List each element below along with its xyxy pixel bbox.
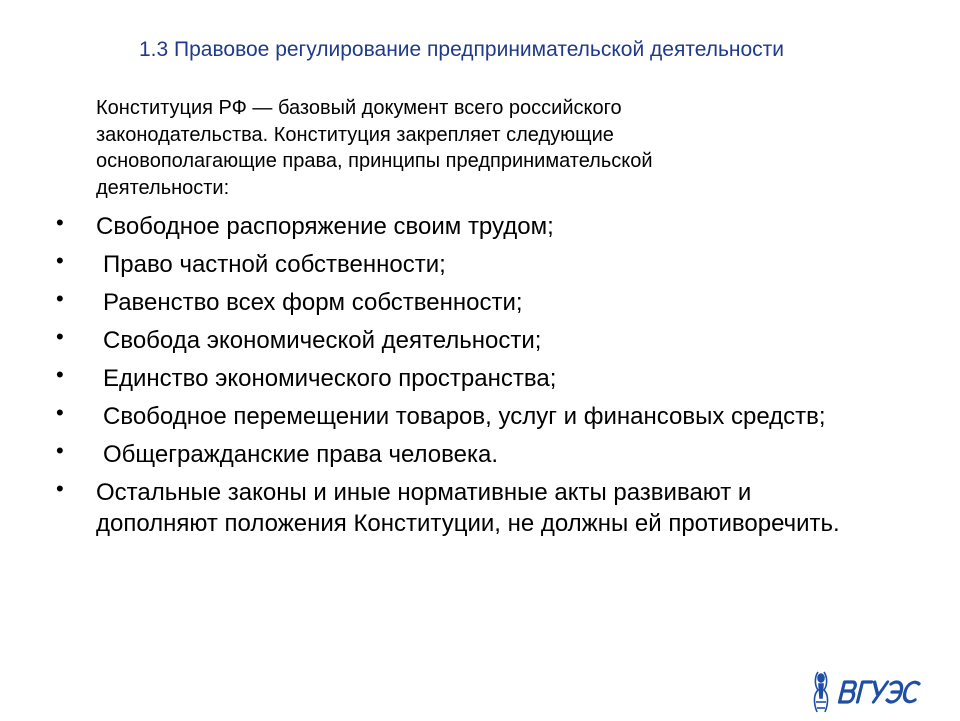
bullet-marker: •	[56, 324, 64, 349]
list-item-text: Остальные законы и иные нормативные акты развивают и дополняют положения Конституции, не должны ей противоречить.	[96, 479, 840, 537]
university-emblem-icon	[808, 668, 932, 716]
bullet-marker: •	[56, 362, 64, 387]
list-item-text: Свободное распоряжение своим трудом;	[96, 213, 554, 240]
list-item-text: Общегражданские права человека.	[103, 441, 499, 468]
bullet-marker: •	[56, 438, 64, 463]
list-item	[56, 477, 856, 539]
list-item-text: Единство экономического пространства;	[103, 365, 557, 392]
intro-paragraph: Конституция РФ — базовый документ всего российского законодательства. Конституция закрепляет следующие основополагающие права, принципы предпринимательской деятельности:	[96, 97, 653, 199]
list-item	[56, 439, 856, 470]
list-item-text: Свободное перемещении товаров, услуг и финансовых средств;	[103, 403, 826, 430]
university-logo	[808, 668, 932, 716]
list-item	[56, 401, 856, 432]
bullet-marker: •	[56, 210, 64, 235]
list-item-text: Свобода экономической деятельности;	[103, 327, 542, 354]
bullet-list	[56, 211, 856, 546]
bullet-marker: •	[56, 248, 64, 273]
bullet-marker: •	[56, 400, 64, 425]
list-item	[56, 325, 856, 356]
bullet-marker: •	[56, 476, 64, 501]
list-item-text: Равенство всех форм собственности;	[103, 289, 523, 316]
list-item	[56, 211, 856, 242]
bullet-marker: •	[56, 286, 64, 311]
slide-title: 1.3 Правовое регулирование предпринимательской деятельности	[139, 38, 785, 61]
list-item-text: Право частной собственности;	[103, 251, 446, 278]
list-item	[56, 287, 856, 318]
list-item	[56, 363, 856, 394]
list-item	[56, 249, 856, 280]
